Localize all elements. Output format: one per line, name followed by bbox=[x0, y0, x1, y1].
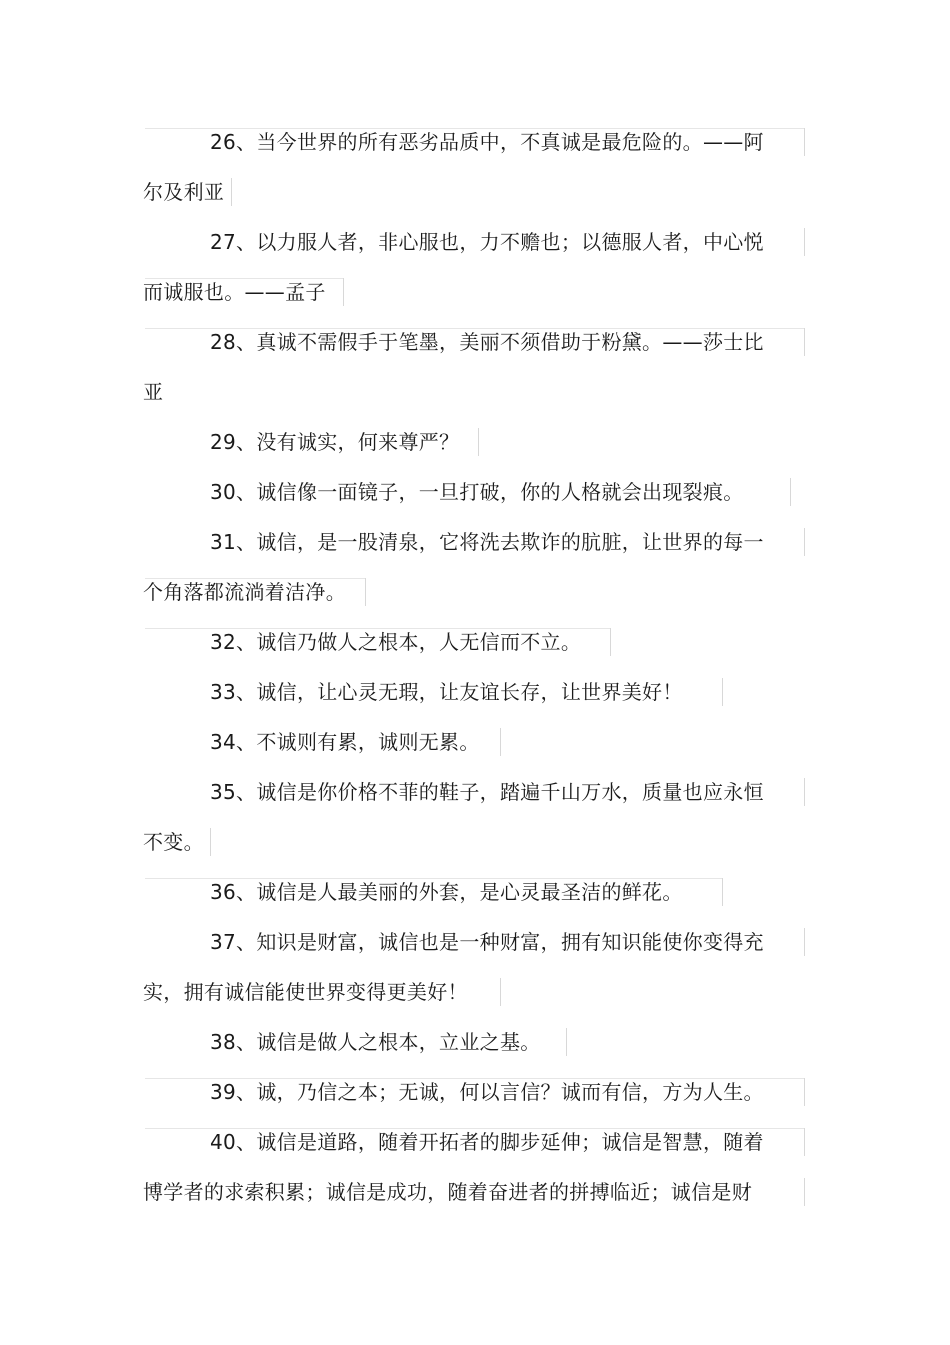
table-rule bbox=[722, 878, 723, 906]
table-rule bbox=[500, 728, 501, 756]
quote-33: 33、诚信，让心灵无瑕，让友谊长存，让世界美好！ bbox=[210, 680, 683, 704]
quote-37-line-1: 37、知识是财富，诚信也是一种财富，拥有知识能使你变得充 bbox=[210, 930, 764, 954]
table-rule bbox=[478, 428, 479, 456]
quote-27-line-1: 27、以力服人者，非心服也，力不赡也；以德服人者，中心悦 bbox=[210, 230, 764, 254]
table-rule bbox=[804, 228, 805, 256]
table-rule bbox=[210, 828, 211, 856]
table-rule bbox=[610, 628, 611, 656]
quote-26-line-1: 26、当今世界的所有恶劣品质中，不真诚是最危险的。——阿 bbox=[210, 130, 764, 154]
quote-35-line-2: 不变。 bbox=[143, 830, 204, 854]
quote-39: 39、诚，乃信之本；无诚，何以言信？诚而有信，方为人生。 bbox=[210, 1080, 764, 1104]
table-rule bbox=[804, 328, 805, 356]
table-rule bbox=[804, 1078, 805, 1106]
table-rule bbox=[790, 478, 791, 506]
quote-28-line-2: 亚 bbox=[143, 380, 164, 404]
quote-40-line-1: 40、诚信是道路，随着开拓者的脚步延伸；诚信是智慧，随着 bbox=[210, 1130, 764, 1154]
quote-31-line-2: 个角落都流淌着洁净。 bbox=[143, 580, 346, 604]
quote-29: 29、没有诚实，何来尊严？ bbox=[210, 430, 460, 454]
quote-31-line-1: 31、诚信，是一股清泉，它将洗去欺诈的肮脏，让世界的每一 bbox=[210, 530, 764, 554]
table-rule bbox=[500, 978, 501, 1006]
table-rule bbox=[804, 528, 805, 556]
quote-28-line-1: 28、真诚不需假手于笔墨，美丽不须借助于粉黛。——莎士比 bbox=[210, 330, 764, 354]
table-rule bbox=[365, 578, 366, 606]
quote-32: 32、诚信乃做人之根本，人无信而不立。 bbox=[210, 630, 582, 654]
quote-35-line-1: 35、诚信是你价格不菲的鞋子，踏遍千山万水，质量也应永恒 bbox=[210, 780, 764, 804]
quote-36: 36、诚信是人最美丽的外套，是心灵最圣洁的鲜花。 bbox=[210, 880, 683, 904]
quote-26-line-2: 尔及利亚 bbox=[143, 180, 225, 204]
quote-30: 30、诚信像一面镜子，一旦打破，你的人格就会出现裂痕。 bbox=[210, 480, 744, 504]
quote-27-line-2: 而诚服也。——孟子 bbox=[143, 280, 326, 304]
table-rule bbox=[804, 778, 805, 806]
table-rule bbox=[231, 178, 232, 206]
table-rule bbox=[804, 1178, 805, 1206]
quote-38: 38、诚信是做人之根本，立业之基。 bbox=[210, 1030, 541, 1054]
quote-40-line-2: 博学者的求索积累；诚信是成功，随着奋进者的拼搏临近；诚信是财 bbox=[143, 1180, 752, 1204]
table-rule bbox=[566, 1028, 567, 1056]
table-rule bbox=[343, 278, 344, 306]
table-rule bbox=[722, 678, 723, 706]
quote-34: 34、不诚则有累，诚则无累。 bbox=[210, 730, 480, 754]
table-rule bbox=[804, 1128, 805, 1156]
table-rule bbox=[804, 928, 805, 956]
quote-37-line-2: 实，拥有诚信能使世界变得更美好！ bbox=[143, 980, 468, 1004]
table-rule bbox=[804, 128, 805, 156]
